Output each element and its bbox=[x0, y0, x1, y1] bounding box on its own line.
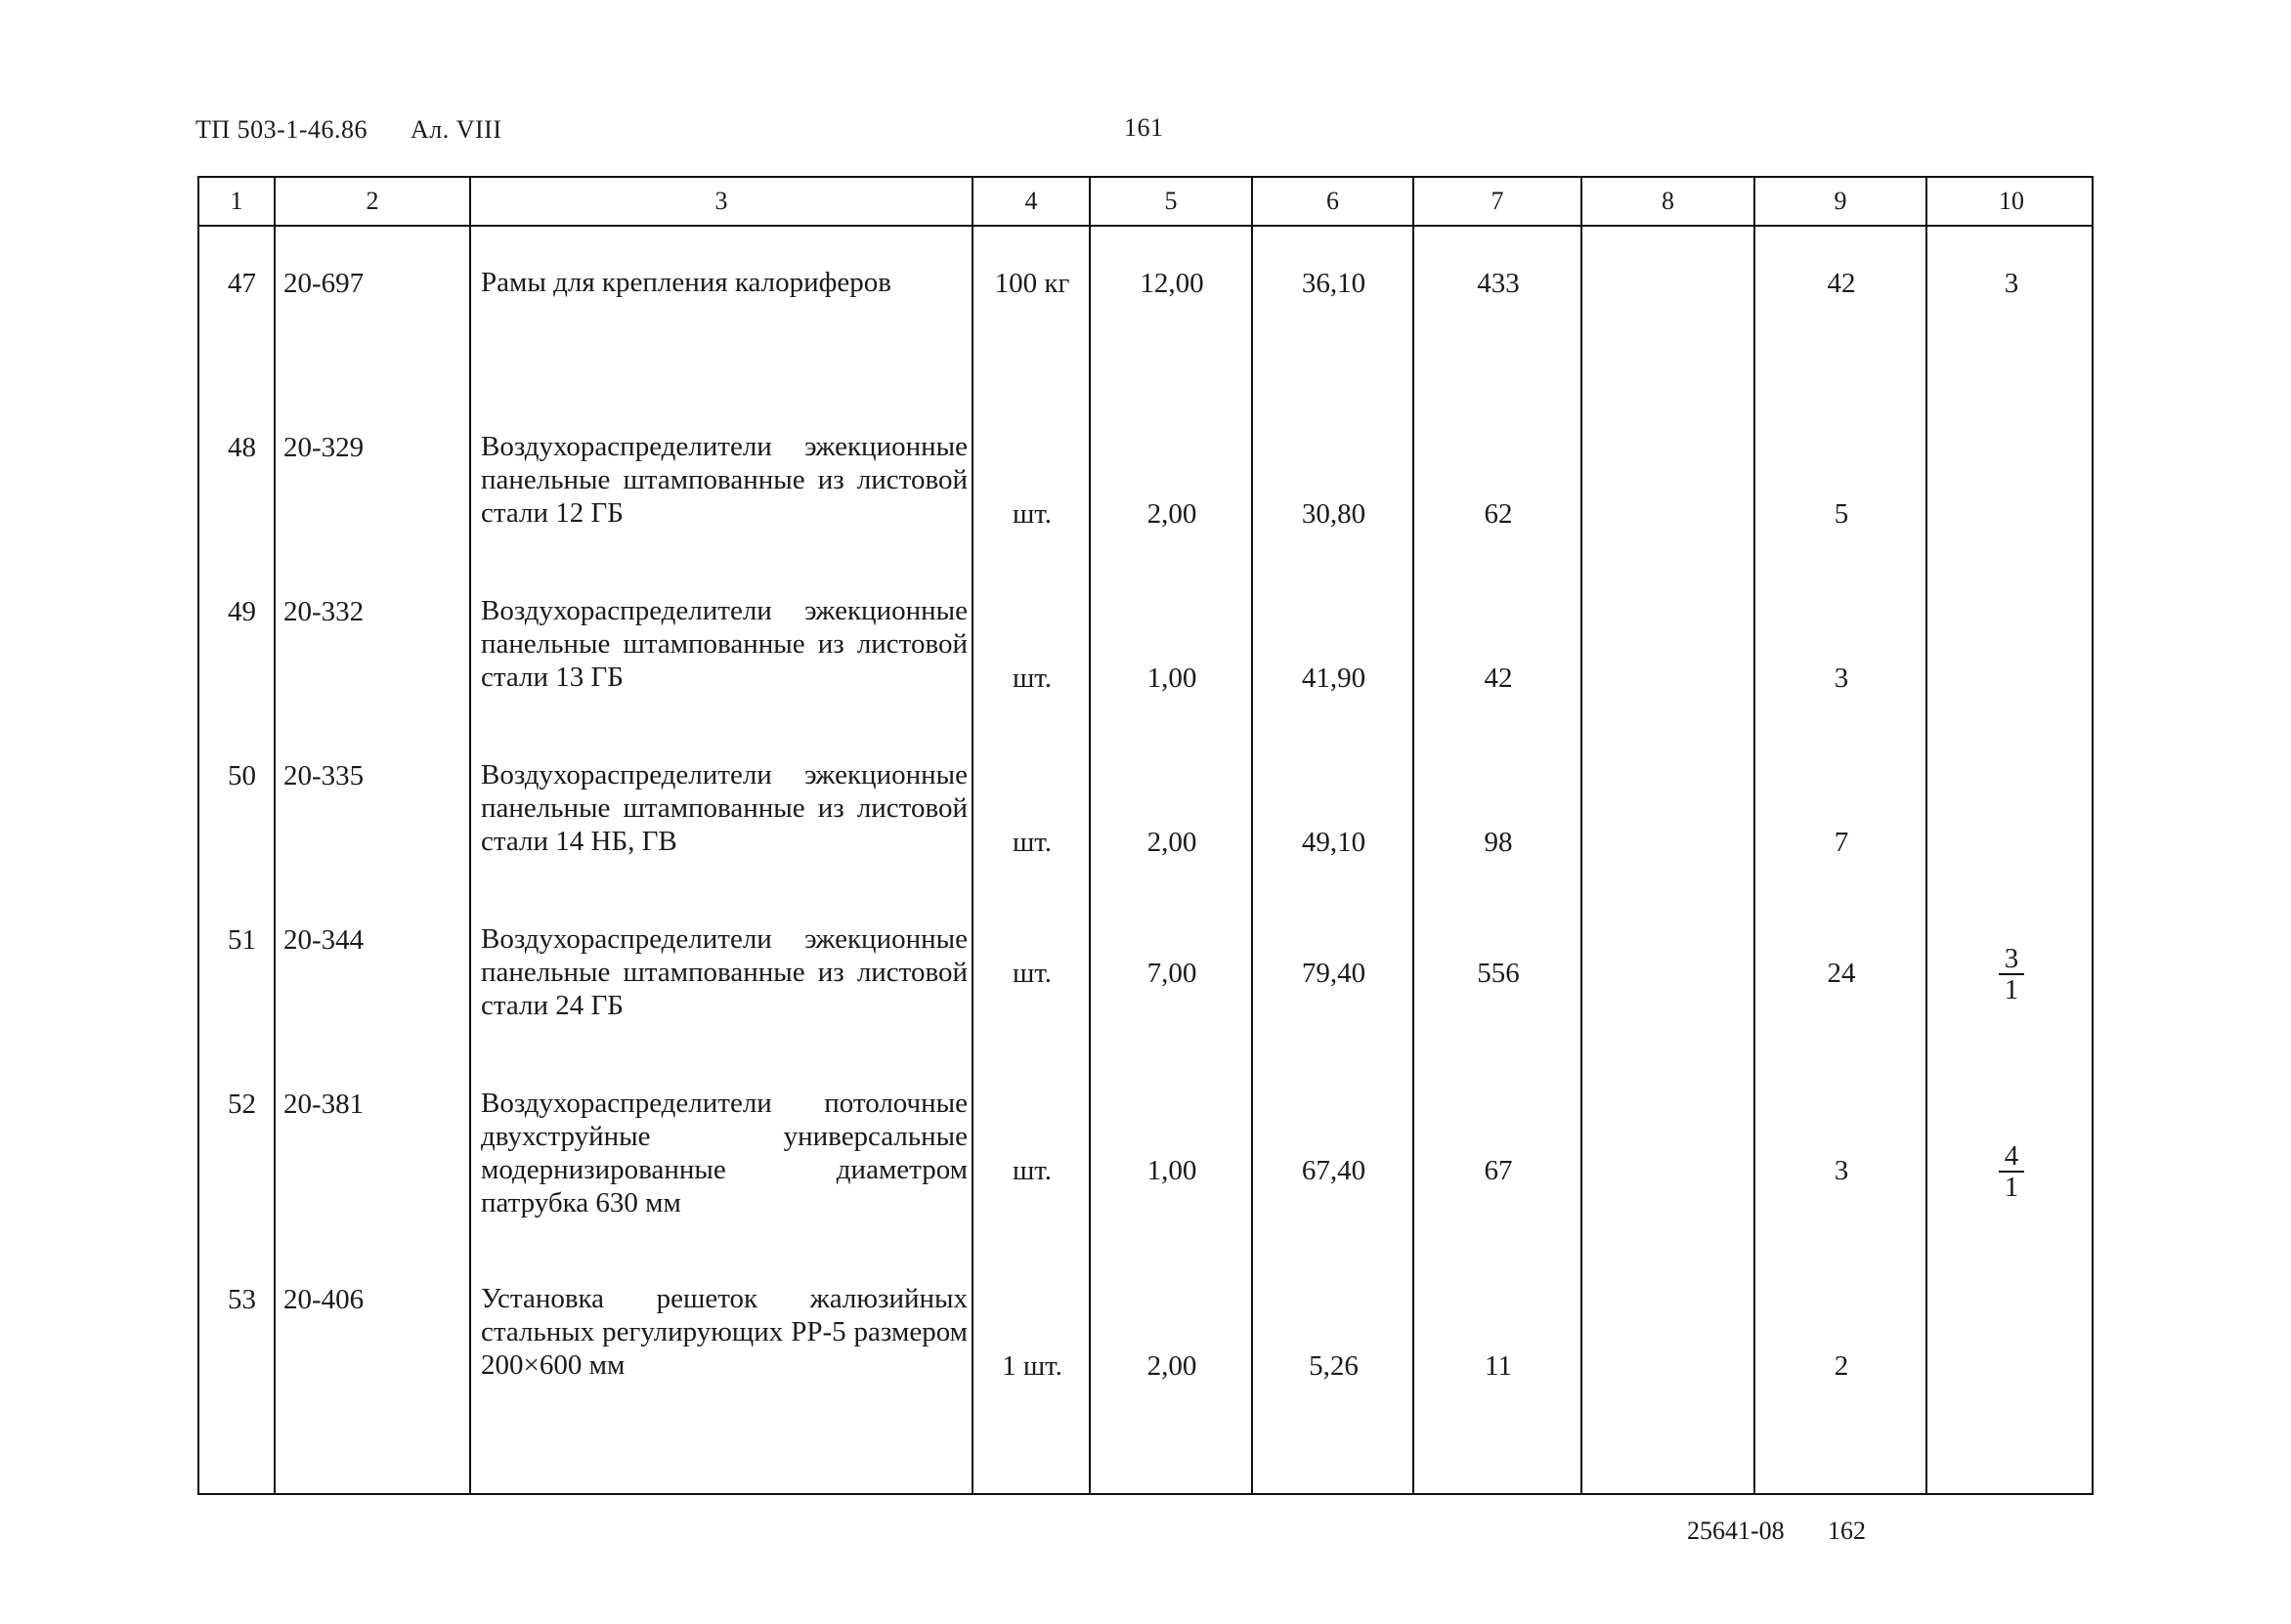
fraction-denominator: 1 bbox=[2004, 1172, 2019, 1203]
quantity: 1,00 bbox=[1146, 662, 1197, 694]
fraction-denominator: 1 bbox=[2004, 974, 2019, 1005]
quantity: 7,00 bbox=[1146, 958, 1197, 989]
unit: 1 шт. bbox=[1002, 1350, 1062, 1382]
row-number: 47 bbox=[228, 268, 256, 299]
column-header: 6 bbox=[1253, 178, 1414, 225]
footer-page: 162 bbox=[1828, 1517, 1866, 1545]
fraction-numerator: 4 bbox=[1999, 1141, 2025, 1173]
column-9-value: 7 bbox=[1834, 827, 1849, 858]
column-9-value: 3 bbox=[1834, 662, 1849, 694]
column-10-fraction bbox=[1927, 944, 2096, 1004]
rate-code: 20-344 bbox=[283, 924, 365, 956]
quantity: 1,00 bbox=[1146, 1155, 1197, 1186]
unit-price: 36,10 bbox=[1301, 268, 1366, 299]
total-cost: 67 bbox=[1484, 1155, 1513, 1186]
column-9-value: 2 bbox=[1834, 1350, 1849, 1382]
row-number: 51 bbox=[228, 924, 256, 956]
row-number: 49 bbox=[228, 596, 256, 627]
document-code: ТП 503-1-46.86 bbox=[195, 115, 367, 144]
unit: шт. bbox=[1012, 827, 1053, 858]
quantity: 2,00 bbox=[1146, 1350, 1197, 1382]
fraction-numerator: 3 bbox=[1999, 944, 2025, 975]
column-header: 1 bbox=[199, 178, 276, 225]
work-description: Установка решеток жалюзийных стальных регулирующих РР-5 размером 200×600 мм bbox=[481, 1283, 968, 1381]
footer-code: 25641-08 bbox=[1687, 1517, 1785, 1545]
total-cost: 11 bbox=[1485, 1350, 1512, 1382]
column-9-value: 42 bbox=[1827, 268, 1856, 299]
column-10-value: 3 bbox=[2004, 268, 2019, 299]
work-description: Воздухораспределители эжекционные панельные штампованные из листовой стали 12 ГБ bbox=[481, 431, 968, 529]
quantity: 2,00 bbox=[1146, 827, 1197, 858]
work-description: Воздухораспределители эжекционные панельные штампованные из листовой стали 13 ГБ bbox=[481, 595, 968, 693]
total-cost: 98 bbox=[1484, 827, 1513, 858]
row-number: 50 bbox=[228, 760, 256, 791]
work-description: Воздухораспределители эжекционные панельные штампованные из листовой стали 24 ГБ bbox=[481, 923, 968, 1021]
column-9-value: 5 bbox=[1834, 498, 1849, 530]
total-cost: 42 bbox=[1484, 662, 1513, 694]
rate-code: 20-697 bbox=[283, 268, 365, 299]
rate-code: 20-332 bbox=[283, 596, 365, 627]
album-number: Ал. VIII bbox=[411, 115, 502, 144]
row-number: 48 bbox=[228, 432, 256, 463]
unit: шт. bbox=[1012, 1155, 1053, 1186]
work-description: Рамы для крепления калориферов bbox=[481, 267, 891, 298]
unit-price: 67,40 bbox=[1301, 1155, 1366, 1186]
column-10-fraction bbox=[1927, 1141, 2096, 1202]
page-number: 161 bbox=[1124, 113, 1164, 142]
unit: шт. bbox=[1012, 958, 1053, 989]
table-header-row bbox=[197, 176, 2094, 227]
column-header: 2 bbox=[276, 178, 471, 225]
quantity: 12,00 bbox=[1140, 268, 1204, 299]
work-description: Воздухораспределители потолочные двухструйные универсальные модернизированные диаметром патрубка 630 мм bbox=[481, 1088, 968, 1218]
row-number: 52 bbox=[228, 1089, 256, 1120]
column-header: 9 bbox=[1755, 178, 1927, 225]
quantity: 2,00 bbox=[1146, 498, 1197, 530]
table-body bbox=[197, 227, 2094, 1495]
column-header: 10 bbox=[1999, 187, 2024, 215]
unit: шт. bbox=[1012, 498, 1053, 530]
column-9-value: 24 bbox=[1827, 958, 1856, 989]
rate-code: 20-406 bbox=[283, 1284, 365, 1315]
estimate-table bbox=[197, 176, 2094, 1495]
column-header: 7 bbox=[1414, 178, 1582, 225]
rate-code: 20-335 bbox=[283, 760, 365, 791]
total-cost: 433 bbox=[1477, 268, 1520, 299]
unit-price: 30,80 bbox=[1301, 498, 1366, 530]
unit-price: 5,26 bbox=[1309, 1350, 1359, 1382]
column-9-value: 3 bbox=[1834, 1155, 1849, 1186]
rate-code: 20-381 bbox=[283, 1089, 365, 1120]
unit-price: 49,10 bbox=[1301, 827, 1366, 858]
unit-price: 79,40 bbox=[1301, 958, 1366, 989]
rate-code: 20-329 bbox=[283, 432, 365, 463]
unit: 100 кг bbox=[994, 268, 1070, 299]
column-header: 8 bbox=[1582, 178, 1755, 225]
total-cost: 556 bbox=[1477, 958, 1520, 989]
total-cost: 62 bbox=[1484, 498, 1513, 530]
column-header: 5 bbox=[1091, 178, 1253, 225]
row-number: 53 bbox=[228, 1284, 256, 1315]
work-description: Воздухораспределители эжекционные панельные штампованные из листовой стали 14 НБ, ГВ bbox=[481, 759, 968, 857]
unit: шт. bbox=[1012, 662, 1053, 694]
column-header: 4 bbox=[973, 178, 1091, 225]
unit-price: 41,90 bbox=[1301, 662, 1366, 694]
column-header: 3 bbox=[471, 178, 973, 225]
